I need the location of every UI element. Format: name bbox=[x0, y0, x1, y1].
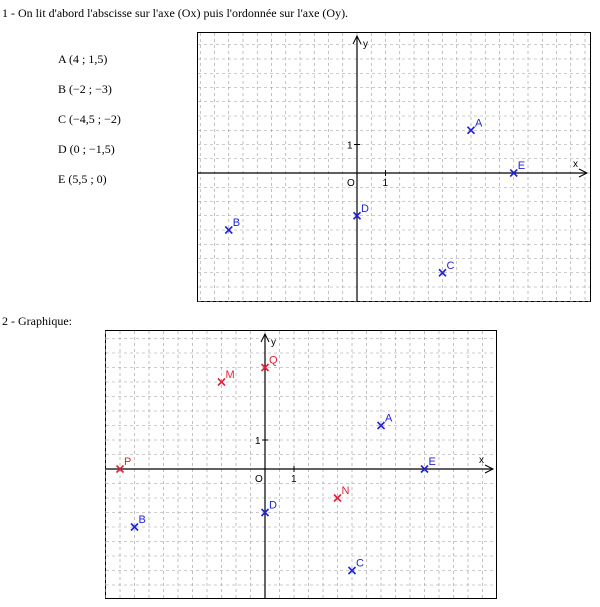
point-label: A bbox=[475, 117, 483, 130]
origin-label: O bbox=[255, 474, 263, 485]
point-label: B bbox=[138, 514, 146, 526]
y-axis-label: y bbox=[271, 337, 276, 348]
exercise-part-2-heading: 2 - Graphique: bbox=[2, 314, 72, 328]
graph-part-2 bbox=[105, 330, 497, 599]
exercise-part-1-heading: 1 - On lit d'abord l'abscisse sur l'axe (Ox) puis l'ordonnée sur l'axe (Oy). bbox=[2, 6, 349, 20]
x-tick-label: 1 bbox=[291, 474, 297, 485]
coordinate-b: B (−2 ; −3) bbox=[58, 82, 112, 96]
point-label: Q bbox=[269, 354, 278, 367]
coordinate-e: E (5,5 ; 0) bbox=[58, 172, 107, 186]
point-label: D bbox=[361, 202, 369, 215]
point-label: E bbox=[428, 456, 436, 468]
point-label: C bbox=[356, 557, 364, 570]
point-label: B bbox=[232, 217, 241, 229]
point-label: P bbox=[124, 456, 132, 468]
x-tick-label: 1 bbox=[382, 178, 389, 189]
point-label: D bbox=[269, 499, 277, 512]
point-label: A bbox=[385, 412, 393, 425]
point-label: M bbox=[225, 369, 235, 381]
origin-label: O bbox=[347, 178, 355, 189]
point-label: N bbox=[341, 485, 350, 497]
coordinate-a: A (4 ; 1,5) bbox=[58, 52, 108, 66]
graph-frame bbox=[106, 331, 497, 599]
y-axis-label: y bbox=[363, 39, 368, 50]
coordinate-c: C (−4,5 ; −2) bbox=[58, 112, 121, 126]
point-label: E bbox=[517, 160, 526, 172]
graph-frame bbox=[198, 33, 591, 302]
coordinate-list bbox=[58, 52, 121, 202]
y-tick-label: 1 bbox=[347, 140, 353, 152]
coordinate-d: D (0 ; −1,5) bbox=[58, 142, 115, 156]
x-axis-label: x bbox=[479, 455, 484, 466]
x-axis-label: x bbox=[573, 159, 578, 170]
graph-part-1 bbox=[197, 32, 591, 302]
point-label: C bbox=[446, 259, 455, 272]
y-tick-label: 1 bbox=[255, 436, 261, 447]
